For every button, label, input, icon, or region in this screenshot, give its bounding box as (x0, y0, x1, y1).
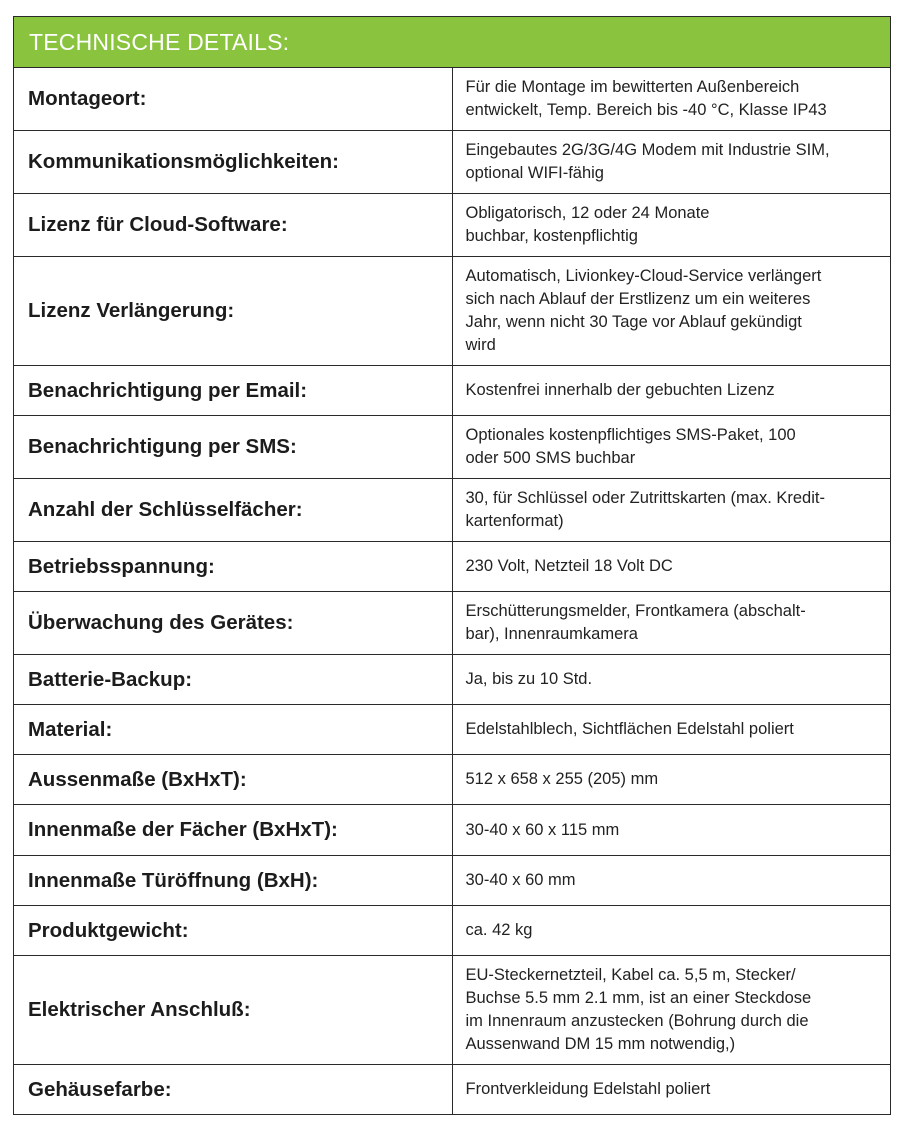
table-row (14, 592, 891, 655)
spec-value (452, 655, 891, 705)
spec-value-line: entwickelt, Temp. Bereich bis -40 °C, Klasse IP43 (465, 101, 827, 119)
spec-value-line: Für die Montage im bewitterten Außenbereich (465, 78, 800, 96)
spec-value-line: Eingebautes 2G/3G/4G Modem mit Industrie SIM, (465, 141, 830, 159)
table-row (14, 194, 891, 257)
spec-value (452, 856, 891, 906)
table-row (14, 479, 891, 542)
spec-value-line: bar), Innenraumkamera (465, 625, 638, 643)
spec-label: Aussenmaße (BxHxT): (14, 755, 453, 805)
table-row (14, 131, 891, 194)
table-row (14, 68, 891, 131)
table-row (14, 956, 891, 1065)
spec-value-line: Jahr, wenn nicht 30 Tage vor Ablauf gekündigt (465, 313, 802, 331)
spec-label: Betriebsspannung: (14, 542, 453, 592)
spec-value-line: Erschütterungsmelder, Frontkamera (abschalt- (465, 602, 806, 620)
table-row (14, 705, 891, 755)
table-header-row (14, 17, 891, 68)
spec-value-line: oder 500 SMS buchbar (465, 449, 636, 467)
spec-value-line: kartenformat) (465, 512, 564, 530)
spec-value-line: Edelstahlblech, Sichtflächen Edelstahl poliert (465, 720, 794, 738)
spec-value-line: Aussenwand DM 15 mm notwendig,) (465, 1035, 736, 1053)
table-title: TECHNISCHE DETAILS: (14, 17, 891, 68)
spec-value (452, 479, 891, 542)
spec-label: Montageort: (14, 68, 453, 131)
spec-value-line: wird (465, 336, 496, 354)
spec-value (452, 68, 891, 131)
spec-label: Material: (14, 705, 453, 755)
spec-value-line: EU-Steckernetzteil, Kabel ca. 5,5 m, Stecker/ (465, 966, 796, 984)
spec-value-line: 30, für Schlüssel oder Zutrittskarten (max. Kredit- (465, 489, 825, 507)
spec-value-line: 230 Volt, Netzteil 18 Volt DC (465, 557, 673, 575)
spec-value-line: Automatisch, Livionkey-Cloud-Service verlängert (465, 267, 822, 285)
spec-value-line: Obligatorisch, 12 oder 24 Monate (465, 204, 710, 222)
spec-label: Innenmaße der Fächer (BxHxT): (14, 805, 453, 856)
spec-value-line: optional WIFI-fähig (465, 164, 604, 182)
spec-label: Innenmaße Türöffnung (BxH): (14, 856, 453, 906)
spec-value-line: Optionales kostenpflichtiges SMS-Paket, 100 (465, 426, 796, 444)
spec-label: Gehäusefarbe: (14, 1065, 453, 1115)
spec-value (452, 542, 891, 592)
spec-label: Lizenz Verlängerung: (14, 257, 453, 366)
table-row (14, 1065, 891, 1115)
spec-label: Anzahl der Schlüsselfächer: (14, 479, 453, 542)
spec-value (452, 194, 891, 257)
spec-value-line: buchbar, kostenpflichtig (465, 227, 638, 245)
table-row (14, 416, 891, 479)
table-row (14, 856, 891, 906)
spec-label: Lizenz für Cloud-Software: (14, 194, 453, 257)
spec-value-line: ca. 42 kg (465, 921, 533, 939)
spec-label: Überwachung des Gerätes: (14, 592, 453, 655)
spec-value-line: 30-40 x 60 x 115 mm (465, 820, 620, 839)
spec-value (452, 956, 891, 1065)
table-row (14, 257, 891, 366)
spec-label: Batterie-Backup: (14, 655, 453, 705)
spec-value-line: Kostenfrei innerhalb der gebuchten Lizenz (465, 381, 775, 399)
spec-value (452, 366, 891, 416)
spec-value (452, 257, 891, 366)
table-row (14, 805, 891, 856)
spec-value (452, 805, 891, 856)
spec-value-line: Frontverkleidung Edelstahl poliert (465, 1080, 711, 1098)
spec-value-line: Buchse 5.5 mm 2.1 mm, ist an einer Steckdose (465, 989, 812, 1007)
spec-label: Benachrichtigung per SMS: (14, 416, 453, 479)
spec-label: Kommunikationsmöglichkeiten: (14, 131, 453, 194)
table-row (14, 366, 891, 416)
spec-value (452, 755, 891, 805)
tech-details-table (13, 16, 891, 1115)
spec-value (452, 906, 891, 956)
spec-label: Produktgewicht: (14, 906, 453, 956)
spec-value (452, 131, 891, 194)
spec-value (452, 416, 891, 479)
spec-value (452, 592, 891, 655)
spec-value-line: sich nach Ablauf der Erstlizenz um ein weiteres (465, 290, 811, 308)
spec-value-line: im Innenraum anzustecken (Bohrung durch die (465, 1012, 809, 1030)
table-row (14, 542, 891, 592)
table-row (14, 655, 891, 705)
spec-value (452, 705, 891, 755)
table-row (14, 755, 891, 805)
spec-value (452, 1065, 891, 1115)
spec-value-line: 30-40 x 60 mm (465, 871, 576, 889)
table-row (14, 906, 891, 956)
spec-value-line: Ja, bis zu 10 Std. (465, 670, 593, 688)
spec-value-line: 512 x 658 x 255 (205) mm (465, 770, 659, 788)
table-body (14, 68, 891, 1115)
spec-label: Benachrichtigung per Email: (14, 366, 453, 416)
spec-label: Elektrischer Anschluß: (14, 956, 453, 1065)
